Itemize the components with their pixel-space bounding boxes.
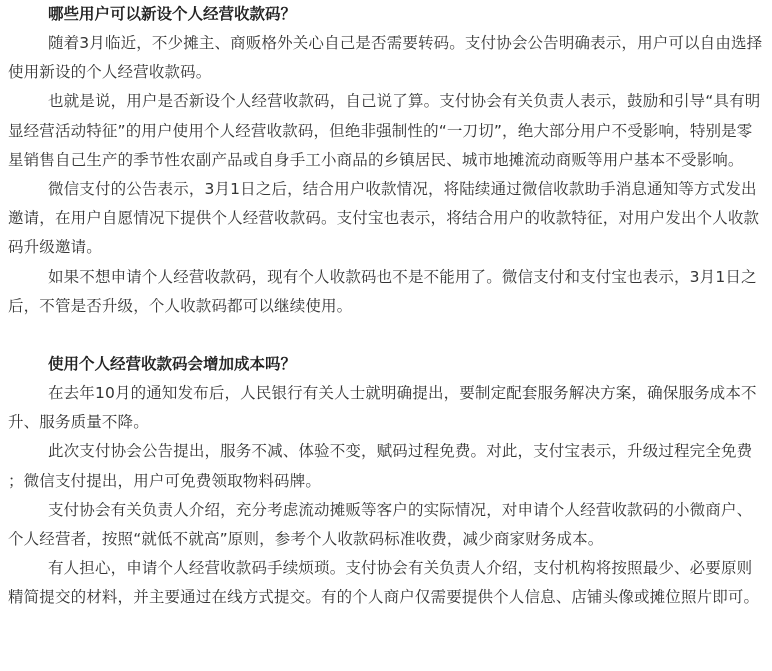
- paragraph: 随着3月临近，不少摊主、商贩格外关心自己是否需要转码。支付协会公告明确表示，用户可以自由选择使用新设的个人经营收款码。: [8, 34, 763, 82]
- section-new-code-users: [8, 0, 766, 321]
- paragraph: 如果不想申请个人经营收款码，现有个人收款码也不是不能用了。微信支付和支付宝也表示，3月1日之后，不管是否升级，个人收款码都可以继续使用。: [8, 267, 757, 315]
- paragraph: 此次支付协会公告提出，服务不减、体验不变，赋码过程免费。对此，支付宝表示，升级过程完全免费 ；微信支付提出，用户可免费领取物料码牌。: [8, 442, 753, 490]
- paragraph: 也就是说，用户是否新设个人经营收款码，自己说了算。支付协会有关负责人表示，鼓励和引导“具有明显经营活动特征”的用户使用个人经营收款码，但绝非强制性的“一刀切”，绝大部分用户不受影响，特别是零星销售自己生产的季节性农副产品或自身手工小商品的乡镇居民、城市地摊流动商贩等用户基本不受影响。: [8, 92, 761, 169]
- paragraph: 支付协会有关负责人介绍，充分考虑流动摊贩等客户的实际情况，对申请个人经营收款码的小微商户、个人经营者，按照“就低不就高”原则，参考个人收款码标准收费，减少商家财务成本。: [8, 500, 753, 549]
- section-cost: [8, 350, 766, 613]
- section-heading: 哪些用户可以新设个人经营收款码？: [48, 5, 297, 23]
- paragraph: 在去年10月的通知发布后，人民银行有关人士就明确提出，要制定配套服务解决方案，确保服务成本不升、服务质量不降。: [8, 384, 757, 432]
- paragraph: 微信支付的公告表示，3月1日之后，结合用户收款情况，将陆续通过微信收款助手消息通知等方式发出邀请，在用户自愿情况下提供个人经营收款码。支付宝也表示，将结合用户的收款特征，对用户发出个人收款码升级邀请。: [8, 180, 760, 257]
- paragraph: 有人担心，申请个人经营收款码手续烦琐。支付协会有关负责人介绍，支付机构将按照最少、必要原则精简提交的材料，并主要通过在线方式提交。有的个人商户仅需要提供个人信息、店铺头像或摊位照片即可。: [8, 559, 760, 607]
- section-heading: 使用个人经营收款码会增加成本吗？: [48, 355, 297, 374]
